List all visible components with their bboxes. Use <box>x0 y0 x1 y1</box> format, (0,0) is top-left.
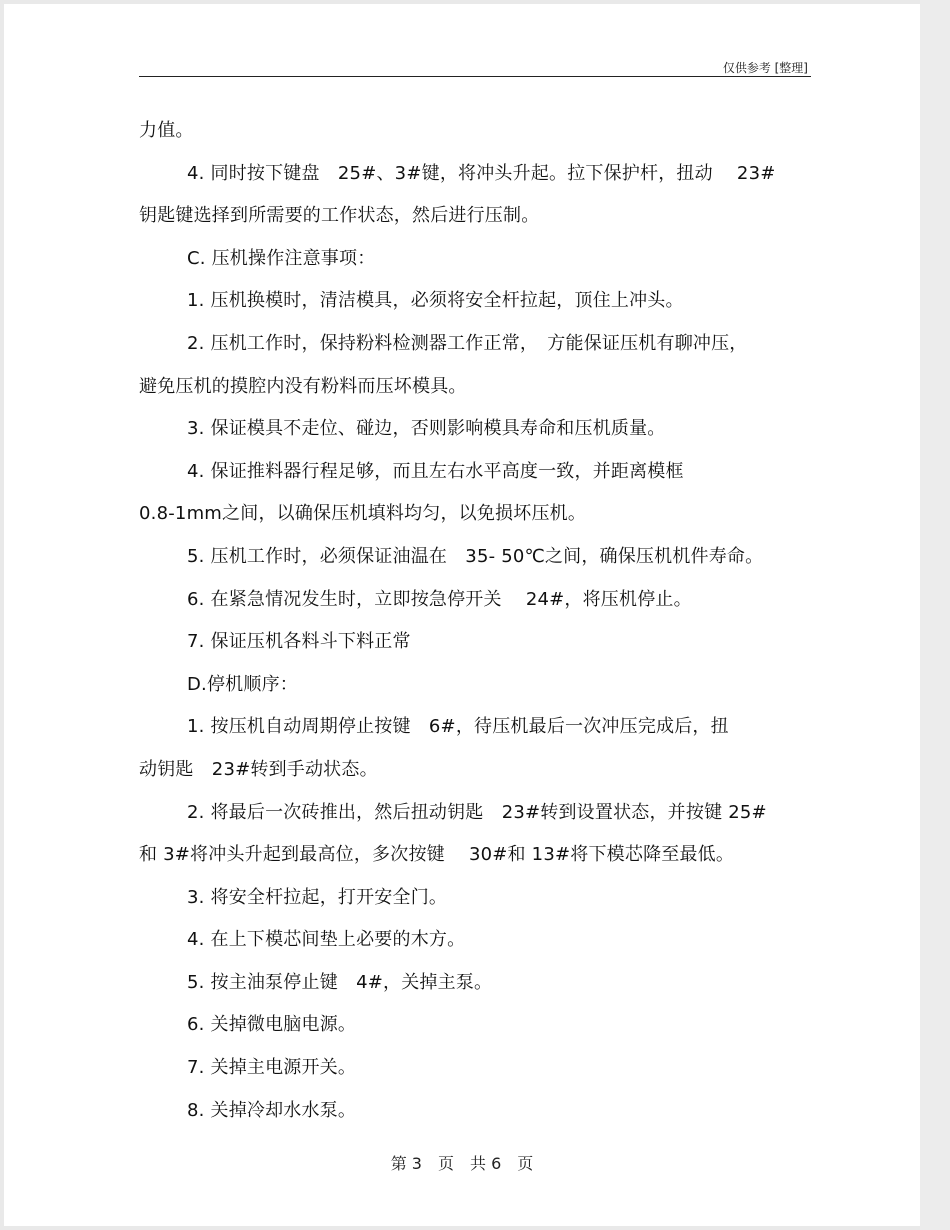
text-line: 1. 按压机自动周期停止按键 6#，待压机最后一次冲压完成后，扭 <box>187 716 729 738</box>
text-line: 避免压机的摸腔内没有粉料而压坏模具。 <box>139 375 467 397</box>
text-line: 6. 在紧急情况发生时，立即按急停开关 24#，将压机停止。 <box>187 588 692 610</box>
page-number-footer: 第 3 页 共 6 页 <box>390 1154 534 1173</box>
text-line: 4. 在上下模芯间垫上必要的木方。 <box>187 929 466 951</box>
text-line: 7. 保证压机各料斗下料正常 <box>187 631 411 653</box>
text-line: 钥匙键选择到所需要的工作状态，然后进行压制。 <box>139 205 540 227</box>
text-line: 力值。 <box>139 120 194 141</box>
text-line: 6. 关掉微电脑电源。 <box>187 1014 357 1036</box>
text-line: 5. 按主油泵停止键 4#，关掉主泵。 <box>187 971 493 993</box>
text-line: C. 压机操作注意事项： <box>187 247 376 269</box>
text-line: 3. 将安全杆拉起，打开安全门。 <box>187 886 448 908</box>
text-line: D.停机顺序： <box>187 673 298 695</box>
text-line: 4. 同时按下键盘 25#、3#键，将冲头升起。拉下保护杆，扭动 23# <box>187 162 776 184</box>
text-line: 8. 关掉冷却水水泵。 <box>187 1099 357 1121</box>
text-line: 7. 关掉主电源开关。 <box>187 1057 357 1079</box>
text-line: 2. 将最后一次砖推出，然后扭动钥匙 23#转到设置状态，并按键 25# <box>187 801 767 823</box>
document-page <box>4 4 920 1226</box>
header-note: 仅供参考 [整理] <box>722 61 808 75</box>
text-line: 和 3#将冲头升起到最高位，多次按键 30#和 13#将下模芯降至最低。 <box>139 844 735 866</box>
text-line: 1. 压机换模时，清洁模具，必须将安全杆拉起，顶住上冲头。 <box>187 290 684 312</box>
text-line: 0.8-1mm之间，以确保压机填料均匀，以免损坏压机。 <box>139 503 587 525</box>
header-divider <box>139 76 811 77</box>
text-line: 4. 保证推料器行程足够，而且左右水平高度一致，并距离模框 <box>187 460 684 482</box>
document-body <box>139 110 819 1132</box>
viewer-margin <box>920 0 950 1230</box>
text-line: 动钥匙 23#转到手动状态。 <box>139 758 378 780</box>
text-line: 5. 压机工作时，必须保证油温在 35- 50℃之间，确保压机机件寿命。 <box>187 545 764 567</box>
text-line: 3. 保证模具不走位、碰边，否则影响模具寿命和压机质量。 <box>187 418 666 440</box>
text-line: 2. 压机工作时，保持粉料检测器工作正常， 方能保证压机有聊冲压， <box>187 332 748 354</box>
